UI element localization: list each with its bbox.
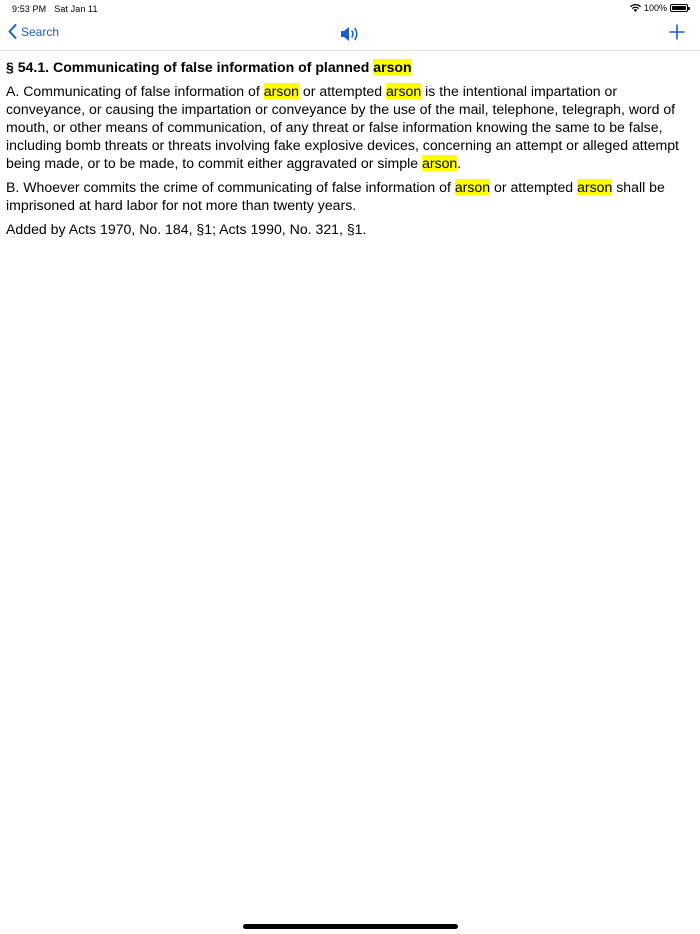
wifi-icon [630,4,641,12]
home-indicator[interactable] [243,924,458,929]
plus-icon [668,23,686,41]
back-button[interactable] [8,24,59,39]
paragraph-text: B. Whoever commits the crime of communicating of false information of [6,179,455,195]
status-time: 9:53 PM [12,4,47,14]
paragraph-text: or attempted [490,179,578,195]
history-note: Added by Acts 1970, No. 184, §1; Acts 1990, No. 321, §1. [6,221,367,237]
search-highlight: arson [577,179,613,195]
paragraph-text: A. Communicating of false information of [6,83,264,99]
status-time-date [12,4,98,14]
paragraph-text: or attempted [299,83,386,99]
paragraph-text: is the intentional impartation or conveyance, or causing the impartation or conveyance by the use of the mail, telephone, telegraph, word of mouth, or other means of communication, of any threat or false information knowing the same to be false, including bomb threats or threats involving fake explosive devices, concerning an attempt or alleged attempt being made, or to be made, to commit either aggravated or simple [6,83,679,171]
status-bar [0,0,700,18]
search-highlight: arson [454,179,491,195]
search-highlight: arson [373,59,412,75]
battery-icon [670,4,688,12]
search-highlight: arson [385,83,422,99]
section-title-text: § 54.1. Communicating of false information of planned [6,59,374,75]
paragraph-text: . [457,155,462,171]
speaker-button[interactable] [339,24,361,49]
search-highlight: arson [421,155,458,171]
add-button[interactable] [668,23,686,46]
status-date: Sat Jan 11 [54,4,98,14]
paragraph-b [6,178,692,214]
navigation-bar [0,18,700,51]
speaker-icon [339,24,361,44]
search-highlight: arson [263,83,299,99]
paragraph-a [6,82,692,172]
back-button-label: Search [21,24,60,39]
section-title [6,58,692,76]
law-content [6,58,692,244]
chevron-left-icon [8,24,17,39]
battery-fill [672,6,686,10]
status-indicators [630,3,688,13]
battery-percent: 100% [643,3,667,13]
paragraph-text: shall be imprisoned at hard labor for not more than twenty years. [6,179,665,213]
